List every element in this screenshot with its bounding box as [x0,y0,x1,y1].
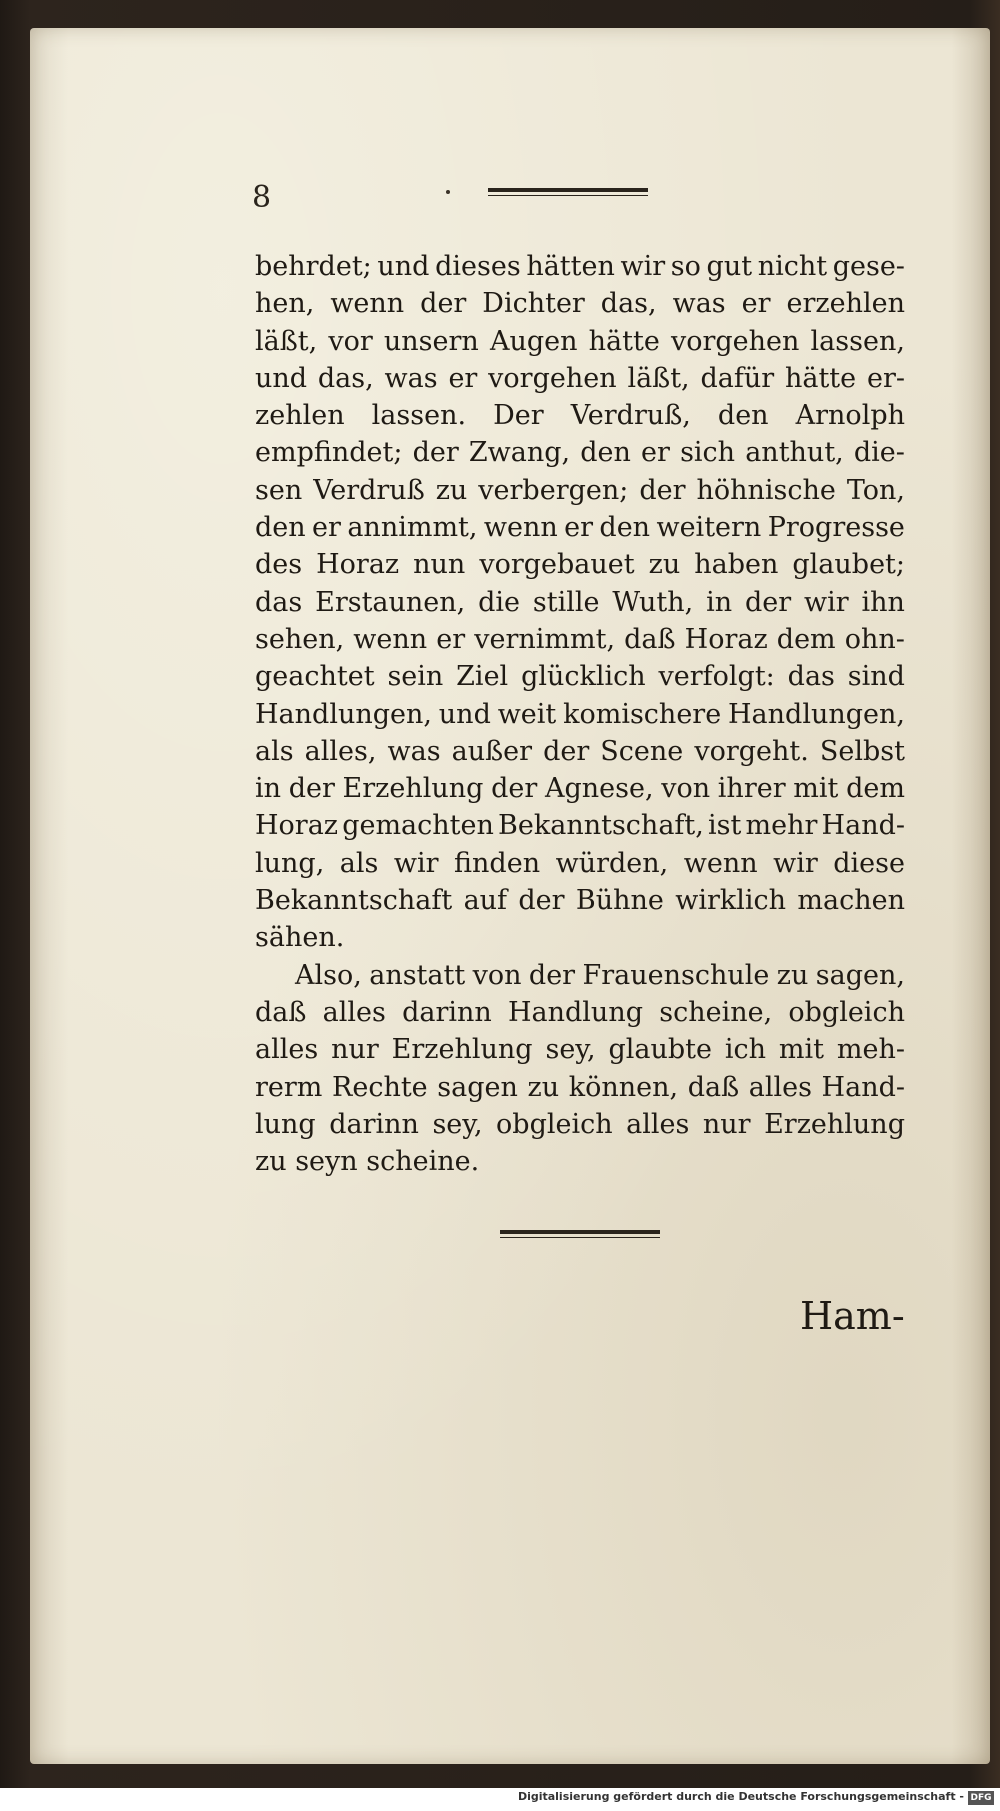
word: außer [451,735,533,767]
word: zu [435,474,468,506]
word: Erzehlung [764,1108,905,1140]
word: glücklich [521,661,646,693]
word: sind [847,661,905,693]
word: ihn [861,586,905,618]
word: das, [600,288,657,320]
word: anstatt [369,959,466,991]
word: er [436,623,466,655]
text-line [255,248,905,285]
text-line [255,509,905,546]
word: und [438,698,491,730]
word: lung, [255,847,325,879]
word: Hand- [821,1071,905,1103]
word: können, [568,1071,679,1103]
word: vorgehen [670,325,800,357]
word: zu [648,549,681,581]
word: alles [748,1071,812,1103]
word: wir [393,847,439,879]
word: meh- [836,1034,905,1066]
word: mehr [745,810,818,842]
word: Handlungen, [728,698,905,730]
word: Handlungen, [255,698,432,730]
word: hätte [588,325,660,357]
word: machen [797,885,905,917]
word: komischere [563,698,722,730]
word: sagen, [815,959,905,991]
word: wenn [683,847,758,879]
word: sehen, [255,623,345,655]
word: der [528,959,576,991]
text-line [255,472,905,509]
text-line [255,807,905,844]
text-line [255,546,905,583]
word: Horaz [316,549,400,581]
word: Zwang, [468,437,571,469]
word: rerm [255,1071,323,1103]
word: empfindet; [255,437,403,469]
word: dafür [700,362,775,394]
word: dieses [435,251,521,282]
word: wir [773,847,818,879]
word: dem [776,623,836,655]
word: scheine, [659,996,773,1028]
word: sen [255,474,303,506]
text-line [255,770,905,807]
word: wir [804,586,849,618]
word: des [255,549,303,581]
word: alles [626,1108,690,1140]
word: sey, [432,1108,483,1140]
word: als [255,735,294,767]
word: nicht [757,251,828,282]
word: Horaz [684,623,768,655]
word: ich [724,1034,767,1066]
word: zehlen [255,400,345,432]
word: er- [866,362,905,394]
word: glaubet; [792,549,905,581]
word: daß [624,623,676,655]
word: nur [702,1108,751,1140]
word: der [412,437,459,469]
word: den [580,437,631,469]
word: lung [255,1108,316,1140]
word: als [339,847,379,879]
word: mit [778,1034,825,1066]
text-line [255,621,905,658]
word: haben [694,549,779,581]
word: den [717,400,769,432]
word: Augen [489,325,578,357]
word: Verdruß [313,474,425,506]
word: Scene [600,735,684,767]
text-line [255,882,905,919]
text-line [255,360,905,397]
word: Hand- [821,810,905,842]
word: vorgehen [488,362,617,394]
dfg-logo-icon: DFG [968,1791,994,1805]
word: zu [776,959,809,991]
word: Selbst [819,735,905,767]
word: den [599,512,651,544]
word: er [641,437,670,469]
catchword: Ham- [800,1294,905,1338]
word: Ton, [846,474,905,506]
word: wir [620,251,666,282]
word: das [787,661,835,693]
word: er [741,288,771,320]
word: annimmt, [347,512,478,544]
word: verbergen; [478,474,629,506]
word: diese [833,847,905,879]
word: was [672,288,726,320]
word: was [384,362,438,394]
word: in [255,773,282,805]
word: das [255,586,303,618]
word: ihrer [717,773,786,805]
text-line [255,1069,905,1106]
word: der [639,474,686,506]
word: was [387,735,441,767]
word: sagen [437,1071,518,1103]
word: würden, [555,847,669,879]
word: wenn [353,623,428,655]
text-line [255,957,905,994]
word: stille [532,586,600,618]
word: hätten [526,251,615,282]
text-line [255,994,905,1031]
word: der [491,773,538,805]
text-line [255,696,905,733]
word: er [448,362,478,394]
word: gese- [832,251,905,282]
text-line [255,1106,905,1143]
word: erzehlen [786,288,905,320]
text-line [255,845,905,882]
text-line [255,584,905,621]
word: Progresse [767,512,905,544]
word: Agnese, [544,773,654,805]
word: höhnische [696,474,836,506]
word: finden [454,847,541,879]
word: die- [853,437,905,469]
word: wenn [483,512,558,544]
text-line: sähen. [255,922,345,954]
text-line [255,1031,905,1068]
word: Bühne [575,885,664,917]
word: der [744,586,792,618]
word: hen, [255,288,315,320]
word: behrdet; [255,251,372,282]
word: er [564,512,594,544]
word: wenn [330,288,405,320]
word: zu [527,1071,560,1103]
word: Handlung [507,996,643,1028]
word: Dichter [482,288,585,320]
word: die [478,586,521,618]
word: Rechte [332,1071,428,1103]
word: sein [387,661,444,693]
word: daß [255,996,307,1028]
word: in [706,586,733,618]
word: Erstaunen, [315,586,466,618]
word: läßt, [255,325,318,357]
word: wirklich [675,885,787,917]
word: Also, [295,959,362,991]
word: nur [331,1034,379,1066]
word: den [255,512,306,544]
word: gut [706,251,753,282]
text-line [255,658,905,695]
word: Bekanntschaft [255,885,453,917]
word: so [670,251,701,282]
word: von [472,959,522,991]
word: lassen. [371,400,467,432]
word: das, [317,362,374,394]
word: vorgeht. [694,735,809,767]
word: von [661,773,711,805]
word: er [312,512,341,544]
word: hätte [784,362,857,394]
word: der [288,773,335,805]
word: Frauenschule [582,959,770,991]
word: Arnolph [795,400,905,432]
word: geachtet [255,661,375,693]
text-line [255,323,905,360]
word: dem [846,773,905,805]
word: ohn- [844,623,905,655]
word: Bekanntschaft, [498,810,704,842]
word: darinn [402,996,492,1028]
word: anthut, [745,437,844,469]
text-line [255,434,905,471]
page-number: 8 [252,180,272,215]
word: läßt, [627,362,690,394]
digitization-credit: Digitalisierung gefördert durch die Deutsche Forschungsgemeinschaft - [517,1790,964,1803]
word: auf [463,885,508,917]
word: Erzehlung [391,1034,533,1066]
word: Der [493,400,544,432]
word: Verdruß, [570,400,691,432]
word: der [518,885,565,917]
word: der [420,288,467,320]
word: vor [328,325,373,357]
word: alles, [304,735,377,767]
word: obgleich [496,1108,613,1140]
word: darinn [329,1108,419,1140]
word: sey, [545,1034,596,1066]
word: sich [680,437,736,469]
word: Erzehlung [342,773,484,805]
text-line [255,397,905,434]
word: vorgebauet [479,549,635,581]
word: und [377,251,430,282]
word: Ziel [456,661,509,693]
word: alles [255,1034,319,1066]
word: ist [708,810,742,842]
closing-rule [500,1230,660,1234]
word: der [543,735,590,767]
word: Wuth, [612,586,694,618]
word: glaubte [608,1034,712,1066]
word: nun [413,549,466,581]
word: weit [497,698,557,730]
word: obgleich [788,996,905,1028]
word: verfolgt: [658,661,775,693]
word: unsern [383,325,479,357]
word: weitern [656,512,762,544]
word: Horaz [255,810,339,842]
text-line [255,733,905,770]
text-line [255,285,905,322]
text-line: zu seyn scheine. [255,1146,480,1178]
body-text [255,248,905,1180]
word: mit [793,773,839,805]
word: vernimmt, [474,623,616,655]
ink-speck [446,190,450,194]
word: und [255,362,308,394]
header-rule [488,188,648,192]
word: lassen, [810,325,905,357]
word: daß [687,1071,740,1103]
word: alles [322,996,386,1028]
word: gemachten [342,810,494,842]
